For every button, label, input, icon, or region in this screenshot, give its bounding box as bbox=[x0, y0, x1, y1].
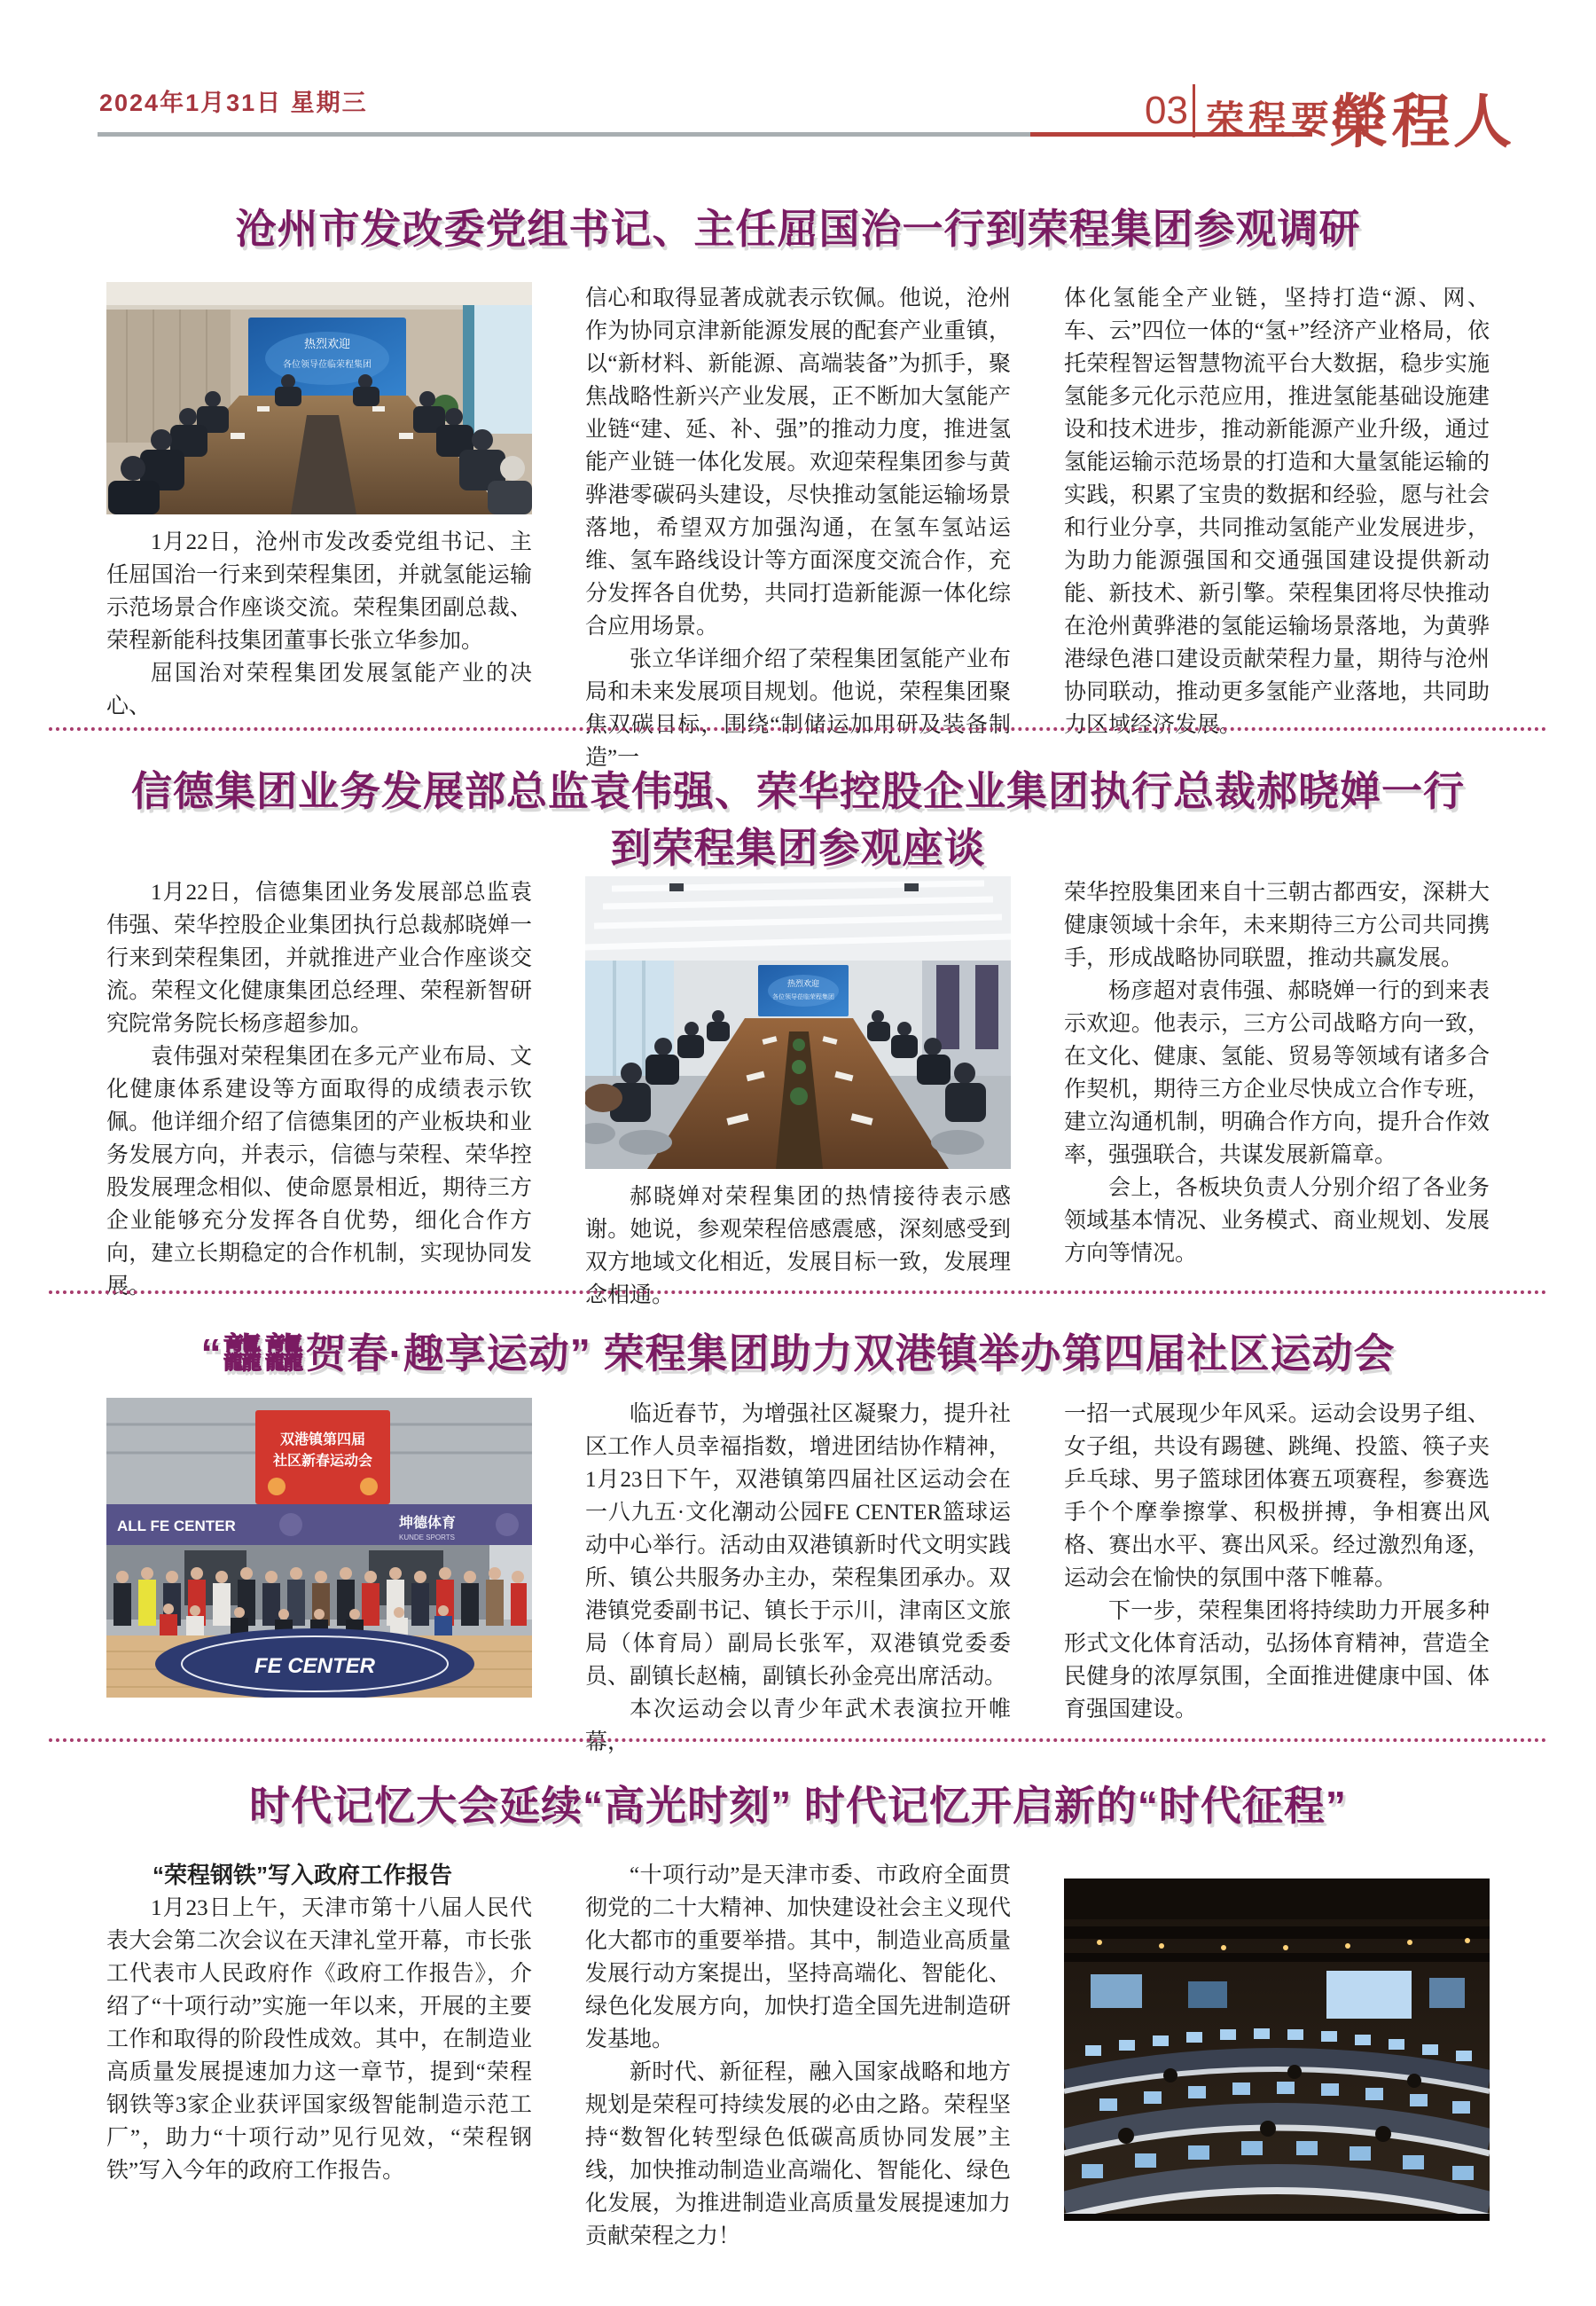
body-paragraph: “十项行动”是天津市委、市政府全面贯彻党的二十大精神、加快建设社会主义现代化大都市的重要举措。其中，制造业高质量发展行动方案提出，坚持高端化、智能化、绿色化发展方向，加快打造全国先进制造研发基地。 bbox=[585, 1863, 1011, 2051]
article-4-column-1 bbox=[106, 1859, 532, 2187]
body-paragraph: 袁伟强对荣程集团在多元产业布局、文化健康体系建设等方面取得的成绩表示钦佩。他详细介绍了信德集团的产业板块和业务发展方向，并表示，信德与荣程、荣华控股发展理念相似、使命愿景相近，期待三方企业能够充分发挥各自优势，细化合作方向，建立长期稳定的合作机制，实现协同发展。 bbox=[106, 1045, 532, 1298]
article-1-column-3 bbox=[1064, 282, 1490, 741]
article-4-headline: 时代记忆大会延续“高光时刻” 时代记忆开启新的“时代征程” bbox=[249, 1783, 1347, 1829]
body-paragraph: 信心和取得显著成就表示钦佩。他说，沧州作为协同京津新能源发展的配套产业重镇，以“新材料、新能源、高端装备”为抓手，聚焦战略性新兴产业发展，正不断加大氢能产业链“建、延、补、强”的推动力度，推进氢能产业链一体化发展。欢迎荣程集团参与黄骅港零碳码头建设，尽快推动氢能运输场景落地，希望双方加强沟通，在氢车氢站运维、氢车路线设计等方面深度交流合作，充分发挥各自优势，共同打造新能源一体化综合应用场景。 bbox=[585, 286, 1011, 639]
header-divider bbox=[1193, 84, 1195, 137]
article-1-column-1 bbox=[106, 282, 532, 723]
article-1-column-2 bbox=[585, 282, 1011, 774]
photo3-floor-text: FE CENTER bbox=[254, 1654, 376, 1678]
body-paragraph: 本次运动会以青少年武术表演拉开帷幕， bbox=[585, 1698, 1011, 1754]
photo1-screen-text-2: 各位领导莅临荣程集团 bbox=[283, 360, 372, 370]
body-paragraph: 体化氢能全产业链，坚持打造“源、网、车、云”四位一体的“氢+”经济产业格局，依托荣程智运智慧物流平台大数据，稳步实施氢能多元化示范应用，推进氢能基础设施建设和技术进步，推动新能源产业升级，通过氢能运输示范场景的打造和大量氢能运输的实践，积累了宝贵的数据和经验，愿与社会和行业分享，共同推动氢能产业发展进步，为助力能源强国和交通强国建设提供新动能、新技术、新引擎。荣程集团将尽快推动在沧州黄骅港的氢能运输场景落地，为黄骅港绿色港口建设贡献荣程力量，期待与沧州协同联动，推动更多氢能产业落地，共同助力区域经济发展。 bbox=[1064, 286, 1490, 737]
article-separator bbox=[49, 727, 1547, 731]
photo3-banner-text-1: 双港镇第四届 bbox=[279, 1432, 366, 1447]
body-paragraph: 屈国治对荣程集团发展氢能产业的决心、 bbox=[106, 662, 532, 718]
photo1-screen-text-1: 热烈欢迎 bbox=[303, 337, 351, 350]
body-paragraph: 新时代、新征程，融入国家战略和地方规划是荣程可持续发展的必由之路。荣程坚持“数智化转型绿色低碳高质协同发展”主线，加快推动制造业高端化、智能化、绿色化发展，为推进制造业高质量发展提速加力贡献荣程之力！ bbox=[585, 2060, 1011, 2248]
body-paragraph: 1月22日，沧州市发改委党组书记、主任屈国治一行来到荣程集团，并就氢能运输示范场景合作座谈交流。荣程集团副总裁、荣程新能科技集团董事长张立华参加。 bbox=[106, 530, 532, 653]
article-1-headline: 沧州市发改委党组书记、主任屈国治一行到荣程集团参观调研 bbox=[235, 206, 1361, 252]
body-paragraph: 1月23日上午，天津市第十八届人民代表大会第二次会议在天津礼堂开幕，市长张工代表市人民政府作《政府工作报告》，介绍了“十项行动”实施一年以来，开展的主要工作和取得的阶段性成效。其中，在制造业高质量发展提速加力这一章节，提到“荣程钢铁等3家企业获评国家级智能制造示范工厂”，助力“十项行动”见行见效，“荣程钢铁”写入今年的政府工作报告。 bbox=[106, 1896, 532, 2183]
photo3-strip-left-text: ALL FE CENTER bbox=[117, 1518, 236, 1534]
body-paragraph: 1月22日，信德集团业务发展部总监袁伟强、荣华控股企业集团执行总裁郝晓婵一行来到荣程集团，并就推进产业合作座谈交流。荣程文化健康集团总经理、荣程新智研究院常务院长杨彦超参加。 bbox=[106, 881, 532, 1036]
article-2-column-3 bbox=[1064, 876, 1490, 1270]
page-number: 03 bbox=[1145, 89, 1188, 132]
issue-date: 2024年1月31日 星期三 bbox=[99, 90, 368, 116]
article-separator bbox=[49, 1738, 1547, 1742]
body-paragraph: 一招一式展现少年风采。运动会设男子组、女子组，共设有踢毽、跳绳、投篮、筷子夹乒乓球、男子篮球团体赛五项赛程，参赛选手个个摩拳擦掌、积极拼搏，争相赛出风格、赛出水平、赛出风采。经过激烈角逐，运动会在愉快的氛围中落下帷幕。 bbox=[1064, 1402, 1490, 1590]
section-title: 荣程要闻 bbox=[1206, 99, 1376, 142]
article-3-column-1 bbox=[106, 1398, 532, 1709]
article-2-headline-line1: 信德集团业务发展部总监袁伟强、荣华控股企业集团执行总裁郝晓婵一行 bbox=[131, 768, 1465, 814]
article-1-meeting-room-photo bbox=[106, 282, 532, 514]
article-4-subhead: “荣程钢铁”写入政府工作报告 bbox=[153, 1862, 453, 1888]
article-4-column-3 bbox=[1064, 1879, 1490, 2232]
photo2-screen-text-1: 热烈欢迎 bbox=[786, 979, 820, 988]
body-paragraph: 郝晓婵对荣程集团的热情接待表示感谢。她说，参观荣程倍感震感，深刻感受到双方地域文化相近，发展目标一致，发展理念相通。 bbox=[585, 1185, 1011, 1307]
body-paragraph: 临近春节，为增强社区凝聚力，提升社区工作人员幸福指数，增进团结协作精神，1月23日下午，双港镇第四届社区运动会在一八九五·文化潮动公园FE CENTER篮球运动中心举行。活动由双港镇新时代文明实践所、镇公共服务办主办，荣程集团承办。双港镇党委副书记、镇长于示川，津南区文旅局（体育局）副局长张军，双港镇党委委员、副镇长赵楠，副镇长孙金亮出席活动。 bbox=[585, 1402, 1011, 1689]
article-separator bbox=[49, 1290, 1547, 1294]
article-4-event-hall-photo bbox=[1064, 1879, 1490, 2221]
article-3-column-2 bbox=[585, 1398, 1011, 1759]
article-2-column-2 bbox=[585, 876, 1011, 1312]
masthead-logo: 榮程人 bbox=[1328, 90, 1518, 155]
photo3-strip-right-text: 坤德体育 bbox=[399, 1516, 457, 1531]
article-2-conference-room-photo bbox=[585, 876, 1011, 1169]
body-paragraph: 下一步，荣程集团将持续助力开展多种形式文化体育活动，弘扬体育精神，营造全民健身的浓厚氛围，全面推进健康中国、体育强国建设。 bbox=[1064, 1599, 1490, 1722]
article-2-headline-line2: 到荣程集团参观座谈 bbox=[610, 825, 986, 871]
article-3-column-3 bbox=[1064, 1398, 1490, 1726]
header-rule-gray bbox=[98, 132, 1030, 137]
article-4-column-2 bbox=[585, 1859, 1011, 2253]
photo3-strip-right-subtext: KUNDE SPORTS bbox=[399, 1533, 455, 1541]
body-paragraph: 杨彦超对袁伟强、郝晓婵一行的到来表示欢迎。他表示，三方公司战略方向一致，在文化、健康、氢能、贸易等领域有诸多合作契机，期待三方企业尽快成立合作专班，建立沟通机制，明确合作方向，提升合作效率，强强联合，共谋发展新篇章。 bbox=[1064, 979, 1490, 1167]
body-paragraph: 荣华控股集团来自十三朝古都西安，深耕大健康领域十余年，未来期待三方公司共同携手，形成战略协同联盟，推动共赢发展。 bbox=[1064, 881, 1490, 970]
article-3-gym-group-photo bbox=[106, 1398, 532, 1698]
article-2-column-1 bbox=[106, 876, 532, 1303]
body-paragraph: 张立华详细介绍了荣程集团氢能产业布局和未来发展项目规划。他说，荣程集团聚焦双碳目标，围绕“制储运加用研及装备制造”一 bbox=[585, 647, 1011, 770]
article-3-headline: “龘龘贺春·趣享运动” 荣程集团助力双港镇举办第四届社区运动会 bbox=[200, 1330, 1396, 1377]
photo2-screen-text-2: 各位领导莅临荣程集团 bbox=[772, 994, 834, 1000]
photo3-banner-text-2: 社区新春运动会 bbox=[272, 1454, 373, 1469]
body-paragraph: 会上，各板块负责人分别介绍了各业务领域基本情况、业务模式、商业规划、发展方向等情况。 bbox=[1064, 1176, 1490, 1266]
